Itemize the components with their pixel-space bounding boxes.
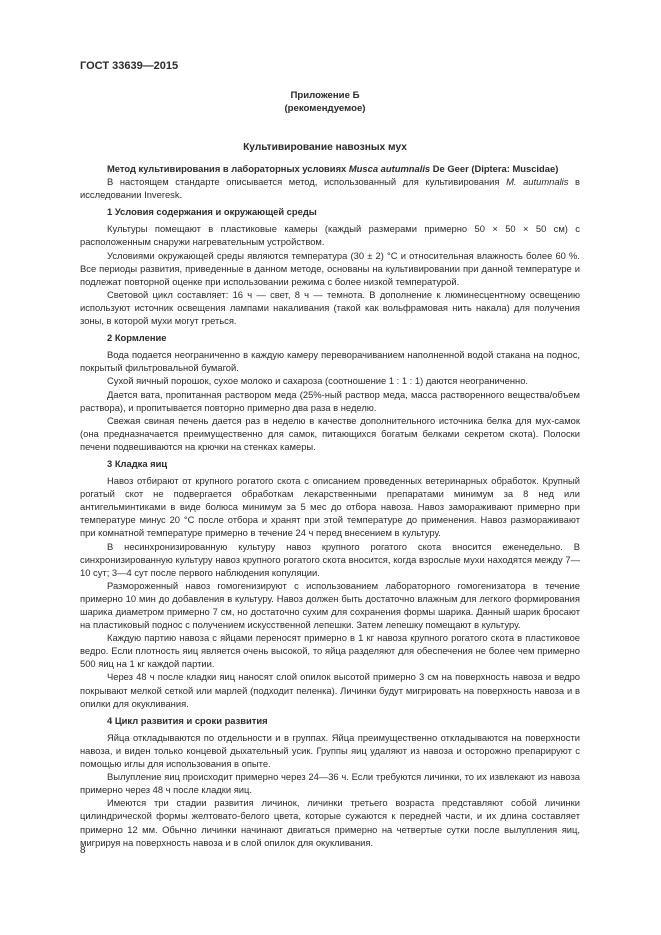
section-4-paragraph: Яйца откладываются по отдельности и в группах. Яйца преимущественно откладываются на поверхности навоза, и виден только концевой дыхательный усик. Группы яиц удаляют из навоза и осторожно препарируют с помощью иглы для использования в опыте. bbox=[80, 731, 580, 770]
method-intro-part1: В настоящем стандарте описывается метод, использованный для культивирования bbox=[107, 176, 507, 188]
section-3-paragraph: Каждую партию навоза с яйцами переносят примерно в 1 кг навоза крупного рогатого скота в пластиковое ведро. Если плотность яиц является очень высокой, то яйца разделяют для обеспечения не более чем примерно 500 яиц на 1 кг каждой партии. bbox=[80, 632, 580, 670]
section-2-paragraph: Дается вата, пропитанная раствором меда (25%-ный раствор меда, масса растворенного вещества/объем раствора), и пропитывается повторно примерно два раза в неделю. bbox=[80, 388, 580, 413]
method-intro-part2: в исследовании Inveresk. bbox=[80, 176, 581, 201]
section-3-paragraph: Навоз отбирают от крупного рогатого скота с описанием проведенных ветеринарных обработок. Крупный рогатый скот не подвергается обработкам лекарственными препаратами минимум за 8 нед или антигельминтиками в виде болюса минимум за 5 мес до отбора навоза. Навоз замораживают примерно при температуре минус 20 °C после отбора и хранят при этой температуре до применения. Навоз размораживают при комнатной температуре примерно в течение 24 ч перед внесением в культуру. bbox=[80, 475, 580, 539]
page-number: 8 bbox=[80, 845, 86, 856]
section-4-paragraph: Имеются три стадии развития личинок, личинки третьего возраста представляют собой личинки цилиндрической формы желтовато-белого цвета, которые сужаются к передней части, и их длина составляет примерно 12 мм. Обычно личинки начинают двигаться примерно на четвертые сутки после вылупления яиц, мигрируя на поверхность навоза и в слой опилок для окукливания. bbox=[80, 797, 580, 848]
section-1-paragraph: Световой цикл составляет: 16 ч — свет, 8 ч — темнота. В дополнение к люминесцентному освещению используют источник освещения лампами накаливания (такой как вольфрамовая нить накала) для получения зоны, в которой мухи могут греться. bbox=[80, 288, 580, 327]
section-2-paragraph: Сухой яичный порошок, сухое молоко и сахароза (соотношение 1 : 1 : 1) даются неограниченно. bbox=[107, 375, 529, 387]
method-title bbox=[80, 162, 580, 175]
annex-label: Приложение Б bbox=[290, 90, 360, 101]
section-4-paragraph: Вылупление яиц происходит примерно через 24—36 ч. Если требуются личинки, то их извлекают из навоза примерно через 48 ч после кладки яиц. bbox=[80, 771, 580, 796]
section-3-paragraph: Размороженный навоз гомогенизируют с использованием лабораторного гомогенизатора в течение примерно 10 мин до добавления в культуру. Навоз должен быть достаточно влажным для легкого формирования шарика диаметром примерно 7 см, но достаточно сухим для сохранения формы шарика. Данный шарик бросают на пластиковый поднос с получением искусственной лепешки. Затем лепешку помещают в культуру. bbox=[80, 579, 580, 631]
method-intro bbox=[80, 175, 580, 201]
section-3-paragraph: Через 48 ч после кладки яиц наносят слой опилок высотой примерно 3 см на поверхность навоза и ведро покрывают мелкой сеткой или марлей (подходит пеленка). Личинки будут мигрировать на поверхность навоза и в опилки для окукливания. bbox=[80, 671, 580, 709]
section-heading-4: 4 Цикл развития и сроки развития bbox=[107, 714, 268, 726]
section-heading-1: 1 Условия содержания и окружающей среды bbox=[107, 206, 317, 218]
section-1-paragraph: Культуры помещают в пластиковые камеры (каждый размерами примерно 50 × 50 × 50 см) с расположенным снаружи нагревательным устройством. bbox=[80, 223, 580, 248]
section-heading-2: 2 Кормление bbox=[107, 332, 167, 344]
annex-heading bbox=[80, 89, 570, 115]
annex-status: (рекомендуемое) bbox=[284, 103, 366, 114]
document-body bbox=[80, 162, 580, 849]
section-2-paragraph: Вода подается неограниченно в каждую камеру переворачиванием наполненной водой стакана на поднос, покрытый фильтровальной бумагой. bbox=[80, 349, 580, 374]
method-intro-species: M. autumnalis bbox=[506, 176, 569, 188]
section-3-paragraph: В несинхронизированную культуру навоз крупного рогатого скота вносится еженедельно. В синхронизированную культуру навоз крупного рогатого скота вносится, когда взрослые мухи находятся между 7—10 сут; 3—4 сут после первого наблюдения копуляции. bbox=[80, 540, 580, 578]
section-1-paragraph: Условиями окружающей среды являются температура (30 ± 2) °C и относительная влажность более 60 %. Все периоды развития, приведенные в данном методе, основаны на культивировании при данной температуре и подлежат повторной оценке при использовании режима с более низкой температурой. bbox=[80, 249, 580, 287]
section-2-paragraph: Свежая свиная печень дается раз в неделю в качестве дополнительного источника белка для мух-самок (она предназначается преимущественно для самок, питающихся богатым белками секретом скота). Полоски печени подвешиваются на крючки на стенках камеры. bbox=[80, 414, 580, 452]
annex-title: Культивирование навозных мух bbox=[243, 142, 407, 153]
standard-code: ГОСТ 33639—2015 bbox=[80, 60, 179, 72]
method-title-part1: Метод культивирования в лабораторных условиях bbox=[107, 163, 349, 174]
section-heading-3: 3 Кладка яиц bbox=[107, 457, 168, 469]
method-title-part2: De Geer (Diptera: Muscidae) bbox=[430, 163, 559, 174]
method-title-species: Musca autumnalis bbox=[348, 163, 431, 174]
